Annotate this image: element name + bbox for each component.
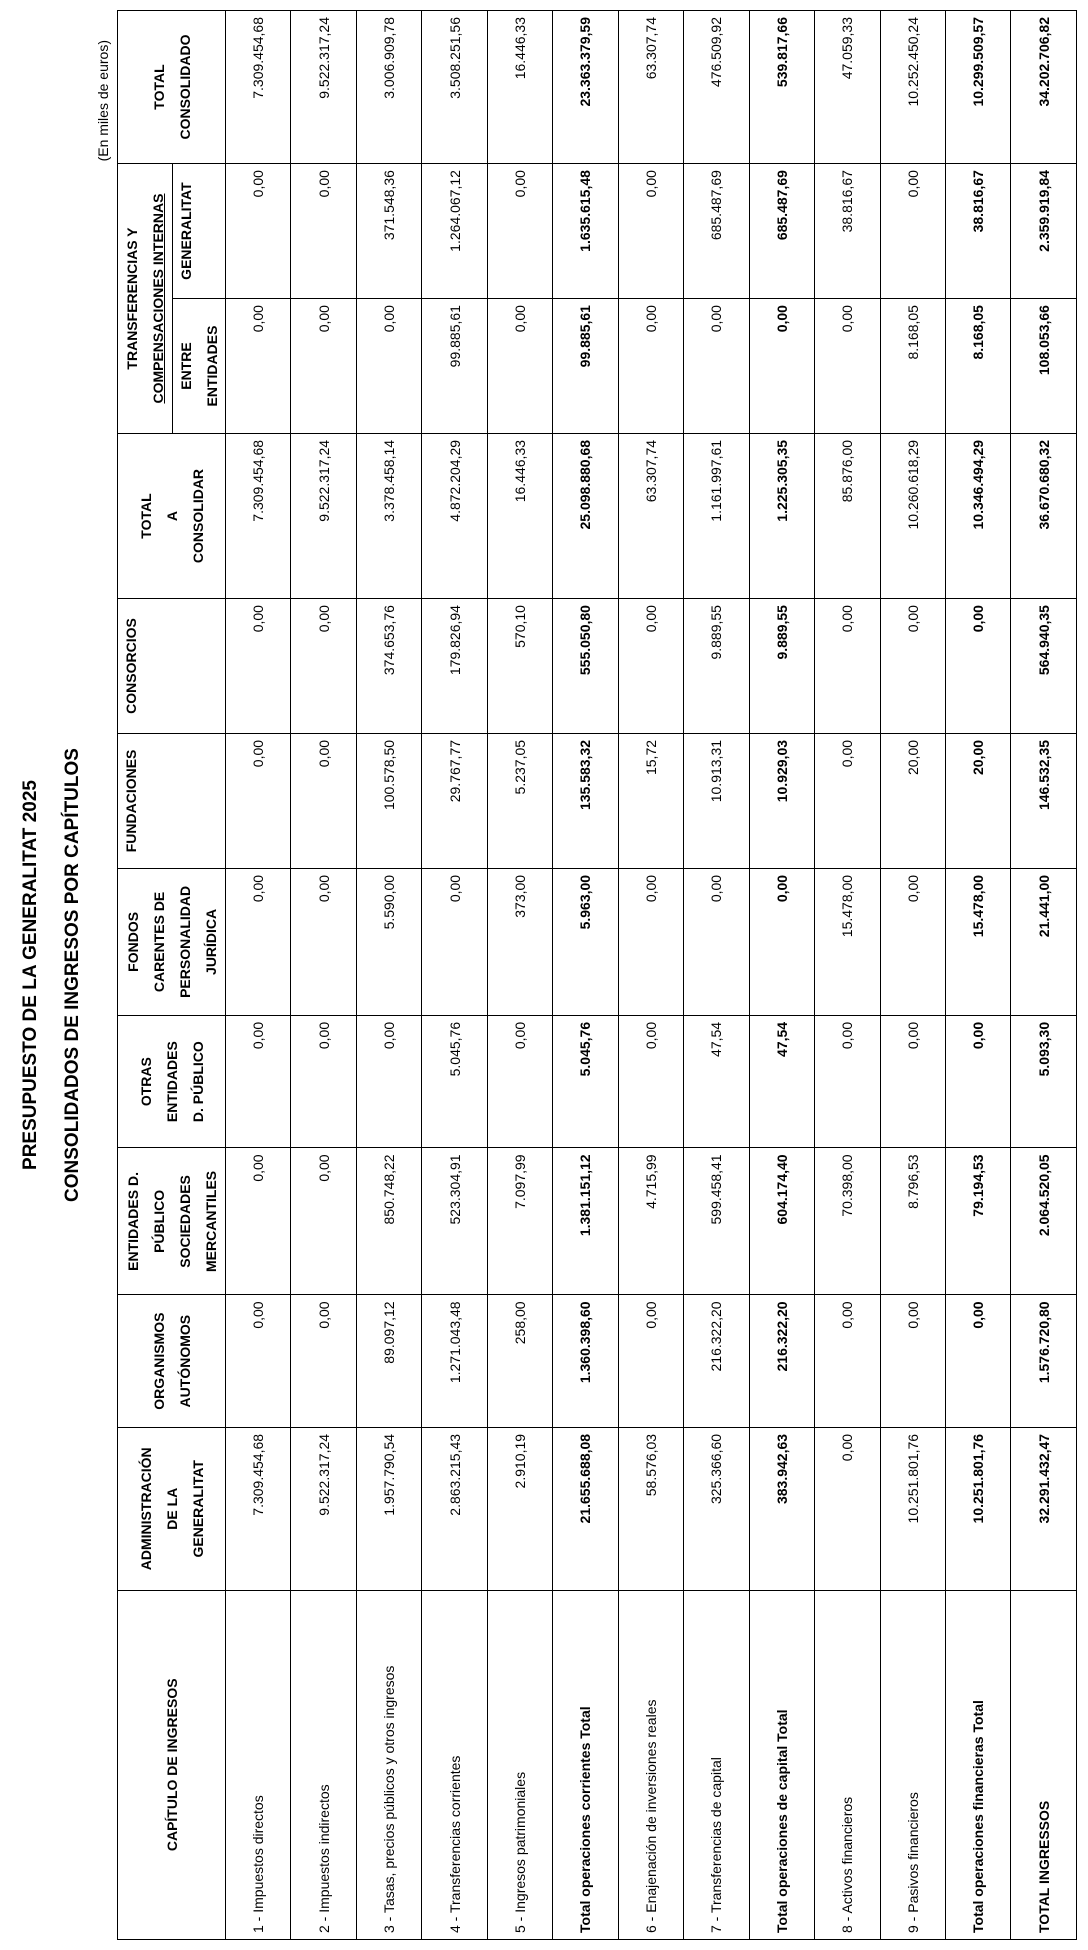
- header-generalitat: GENERALITAT: [173, 164, 226, 299]
- cell-value: 5.045,76: [553, 1015, 618, 1148]
- header-entre-entidades: ENTRE ENTIDADES: [173, 299, 226, 434]
- cell-value: 0,00: [618, 1295, 683, 1428]
- cell-value: 325.366,60: [684, 1427, 749, 1590]
- header-admin: ADMINISTRACIÓN DE LA GENERALITAT: [118, 1427, 226, 1590]
- cell-value: 20,00: [880, 733, 945, 868]
- cell-value: 5.237,05: [487, 733, 552, 868]
- cell-value: 135.583,32: [553, 733, 618, 868]
- cell-value: 555.050,80: [553, 599, 618, 734]
- cell-value: 2.910,19: [487, 1427, 552, 1590]
- cell-value: 10.260.618,29: [880, 433, 945, 598]
- header-chapter: CAPÍTULO DE INGRESOS: [118, 1590, 226, 1939]
- page-title: PRESUPUESTO DE LA GENERALITAT 2025: [20, 780, 41, 1170]
- cell-value: 2.863.215,43: [422, 1427, 487, 1590]
- row-label: 5 - Ingresos patrimoniales: [487, 1590, 552, 1939]
- cell-value: 9.889,55: [749, 599, 814, 734]
- cell-value: 0,00: [291, 1015, 356, 1148]
- cell-value: 10.252.450,24: [880, 11, 945, 164]
- cell-value: 47,54: [684, 1015, 749, 1148]
- cell-value: 34.202.706,82: [1011, 11, 1077, 164]
- cell-value: 47.059,33: [815, 11, 880, 164]
- cell-value: 10.913,31: [684, 733, 749, 868]
- cell-value: 0,00: [880, 599, 945, 734]
- table-body: [226, 11, 1077, 1940]
- table-row: [291, 11, 356, 1940]
- cell-value: 570,10: [487, 599, 552, 734]
- cell-value: 20,00: [945, 733, 1010, 868]
- table-row: [684, 11, 749, 1940]
- cell-value: 383.942,63: [749, 1427, 814, 1590]
- cell-value: 3.006.909,78: [356, 11, 421, 164]
- cell-value: 5.045,76: [422, 1015, 487, 1148]
- cell-value: 0,00: [749, 868, 814, 1015]
- cell-value: 9.522.317,24: [291, 11, 356, 164]
- cell-value: 85.876,00: [815, 433, 880, 598]
- row-label: 4 - Transferencias corrientes: [422, 1590, 487, 1939]
- cell-value: 10.346.494,29: [945, 433, 1010, 598]
- header-entidades: ENTIDADES D. PÚBLICO SOCIEDADES MERCANTILES: [118, 1148, 226, 1295]
- table-row: [815, 11, 880, 1940]
- cell-value: 0,00: [291, 299, 356, 434]
- cell-value: 8.168,05: [945, 299, 1010, 434]
- cell-value: 5.963,00: [553, 868, 618, 1015]
- cell-value: 47,54: [749, 1015, 814, 1148]
- cell-value: 70.398,00: [815, 1148, 880, 1295]
- cell-value: 1.635.615,48: [553, 164, 618, 299]
- cell-value: 25.098.880,68: [553, 433, 618, 598]
- cell-value: 0,00: [226, 1148, 291, 1295]
- cell-value: 0,00: [945, 1295, 1010, 1428]
- header-total-consolidar: TOTAL A CONSOLIDAR: [118, 433, 226, 598]
- total-row: [945, 11, 1010, 1940]
- cell-value: 0,00: [618, 599, 683, 734]
- cell-value: 100.578,50: [356, 733, 421, 868]
- cell-value: 16.446,33: [487, 433, 552, 598]
- cell-value: 0,00: [422, 868, 487, 1015]
- table-row: [618, 11, 683, 1940]
- cell-value: 0,00: [356, 1015, 421, 1148]
- cell-value: 0,00: [880, 164, 945, 299]
- cell-value: 0,00: [945, 1015, 1010, 1148]
- cell-value: 476.509,92: [684, 11, 749, 164]
- cell-value: 36.670.680,32: [1011, 433, 1077, 598]
- cell-value: 0,00: [487, 1015, 552, 1148]
- cell-value: 3.508.251,56: [422, 11, 487, 164]
- cell-value: 99.885,61: [553, 299, 618, 434]
- cell-value: 564.940,35: [1011, 599, 1077, 734]
- cell-value: 0,00: [226, 1295, 291, 1428]
- row-label: 6 - Enajenación de inversiones reales: [618, 1590, 683, 1939]
- cell-value: 685.487,69: [749, 164, 814, 299]
- cell-value: 1.957.790,54: [356, 1427, 421, 1590]
- cell-value: 599.458,41: [684, 1148, 749, 1295]
- cell-value: 10.299.509,57: [945, 11, 1010, 164]
- cell-value: 21.441,00: [1011, 868, 1077, 1015]
- cell-value: 850.748,22: [356, 1148, 421, 1295]
- cell-value: 685.487,69: [684, 164, 749, 299]
- page-subtitle: CONSOLIDADOS DE INGRESOS POR CAPÍTULOS: [62, 748, 83, 1202]
- cell-value: 15.478,00: [815, 868, 880, 1015]
- header-transferencias: TRANSFERENCIAS Y COMPENSACIONES INTERNAS: [118, 164, 173, 434]
- cell-value: 539.817,66: [749, 11, 814, 164]
- cell-value: 38.816,67: [945, 164, 1010, 299]
- cell-value: 1.271.043,48: [422, 1295, 487, 1428]
- cell-value: 63.307,74: [618, 11, 683, 164]
- cell-value: 0,00: [815, 299, 880, 434]
- total-row: [1011, 11, 1077, 1940]
- cell-value: 0,00: [618, 299, 683, 434]
- cell-value: 0,00: [291, 1295, 356, 1428]
- cell-value: 0,00: [880, 1295, 945, 1428]
- cell-value: 0,00: [291, 1148, 356, 1295]
- cell-value: 604.174,40: [749, 1148, 814, 1295]
- cell-value: 10.929,03: [749, 733, 814, 868]
- cell-value: 1.576.720,80: [1011, 1295, 1077, 1428]
- row-label: 7 - Transferencias de capital: [684, 1590, 749, 1939]
- cell-value: 1.161.997,61: [684, 433, 749, 598]
- table-row: [422, 11, 487, 1940]
- row-label: TOTAL INGRESSOS: [1011, 1590, 1077, 1939]
- cell-value: 258,00: [487, 1295, 552, 1428]
- cell-value: 1.264.067,12: [422, 164, 487, 299]
- cell-value: 0,00: [487, 299, 552, 434]
- cell-value: 99.885,61: [422, 299, 487, 434]
- cell-value: 9.889,55: [684, 599, 749, 734]
- cell-value: 216.322,20: [749, 1295, 814, 1428]
- cell-value: 523.304,91: [422, 1148, 487, 1295]
- table-row: [356, 11, 421, 1940]
- cell-value: 0,00: [880, 868, 945, 1015]
- cell-value: 32.291.432,47: [1011, 1427, 1077, 1590]
- cell-value: 10.251.801,76: [945, 1427, 1010, 1590]
- cell-value: 374.653,76: [356, 599, 421, 734]
- cell-value: 0,00: [815, 733, 880, 868]
- total-row: [749, 11, 814, 1940]
- cell-value: 23.363.379,59: [553, 11, 618, 164]
- row-label: 3 - Tasas, precios públicos y otros ingresos: [356, 1590, 421, 1939]
- cell-value: 7.309.454,68: [226, 1427, 291, 1590]
- cell-value: 0,00: [487, 164, 552, 299]
- header-total-consolidado: TOTAL CONSOLIDADO: [118, 11, 226, 164]
- row-label: 9 - Pasivos financieros: [880, 1590, 945, 1939]
- cell-value: 29.767,77: [422, 733, 487, 868]
- cell-value: 21.655.688,08: [553, 1427, 618, 1590]
- cell-value: 0,00: [880, 1015, 945, 1148]
- cell-value: 16.446,33: [487, 11, 552, 164]
- cell-value: 108.053,66: [1011, 299, 1077, 434]
- cell-value: 0,00: [684, 299, 749, 434]
- cell-value: 8.796,53: [880, 1148, 945, 1295]
- cell-value: 0,00: [618, 164, 683, 299]
- row-label: Total operaciones de capital Total: [749, 1590, 814, 1939]
- row-label: 8 - Activos financieros: [815, 1590, 880, 1939]
- cell-value: 0,00: [226, 868, 291, 1015]
- cell-value: 216.322,20: [684, 1295, 749, 1428]
- cell-value: 371.548,36: [356, 164, 421, 299]
- cell-value: 1.360.398,60: [553, 1295, 618, 1428]
- cell-value: 15.478,00: [945, 868, 1010, 1015]
- cell-value: 7.309.454,68: [226, 11, 291, 164]
- row-label: Total operaciones corrientes Total: [553, 1590, 618, 1939]
- cell-value: 2.064.520,05: [1011, 1148, 1077, 1295]
- cell-value: 0,00: [815, 599, 880, 734]
- cell-value: 0,00: [226, 1015, 291, 1148]
- cell-value: 0,00: [226, 599, 291, 734]
- cell-value: 8.168,05: [880, 299, 945, 434]
- header-organismos: ORGANISMOS AUTÓNOMOS: [118, 1295, 226, 1428]
- cell-value: 0,00: [291, 733, 356, 868]
- cell-value: 89.097,12: [356, 1295, 421, 1428]
- cell-value: 0,00: [684, 868, 749, 1015]
- cell-value: 4.872.204,29: [422, 433, 487, 598]
- cell-value: 1.225.305,35: [749, 433, 814, 598]
- cell-value: 5.093,30: [1011, 1015, 1077, 1148]
- header-consorcios: CONSORCIOS: [118, 599, 226, 734]
- cell-value: 0,00: [226, 164, 291, 299]
- cell-value: 179.826,94: [422, 599, 487, 734]
- cell-value: 373,00: [487, 868, 552, 1015]
- cell-value: 38.816,67: [815, 164, 880, 299]
- cell-value: 0,00: [618, 868, 683, 1015]
- header-otras: OTRAS ENTIDADES D. PÚBLICO: [118, 1015, 226, 1148]
- cell-value: 0,00: [815, 1015, 880, 1148]
- cell-value: 9.522.317,24: [291, 1427, 356, 1590]
- cell-value: 0,00: [226, 733, 291, 868]
- cell-value: 58.576,03: [618, 1427, 683, 1590]
- table-row: [880, 11, 945, 1940]
- cell-value: 4.715,99: [618, 1148, 683, 1295]
- cell-value: 0,00: [815, 1427, 880, 1590]
- units-note: (En miles de euros): [95, 40, 111, 162]
- cell-value: 3.378.458,14: [356, 433, 421, 598]
- cell-value: 63.307,74: [618, 433, 683, 598]
- cell-value: 15,72: [618, 733, 683, 868]
- cell-value: 2.359.919,84: [1011, 164, 1077, 299]
- cell-value: 0,00: [618, 1015, 683, 1148]
- cell-value: 7.309.454,68: [226, 433, 291, 598]
- cell-value: 9.522.317,24: [291, 433, 356, 598]
- cell-value: 146.532,35: [1011, 733, 1077, 868]
- budget-table: [117, 10, 1077, 1940]
- cell-value: 0,00: [749, 299, 814, 434]
- header-fondos: FONDOS CARENTES DE PERSONALIDAD JURÍDICA: [118, 868, 226, 1015]
- cell-value: 0,00: [945, 599, 1010, 734]
- row-label: 2 - Impuestos indirectos: [291, 1590, 356, 1939]
- row-label: 1 - Impuestos directos: [226, 1590, 291, 1939]
- cell-value: 0,00: [291, 164, 356, 299]
- header-fundaciones: FUNDACIONES: [118, 733, 226, 868]
- cell-value: 79.194,53: [945, 1148, 1010, 1295]
- cell-value: 0,00: [291, 599, 356, 734]
- table-row: [226, 11, 291, 1940]
- cell-value: 5.590,00: [356, 868, 421, 1015]
- cell-value: 0,00: [226, 299, 291, 434]
- row-label: Total operaciones financieras Total: [945, 1590, 1010, 1939]
- table-row: [487, 11, 552, 1940]
- cell-value: 7.097,99: [487, 1148, 552, 1295]
- cell-value: 10.251.801,76: [880, 1427, 945, 1590]
- cell-value: 0,00: [356, 299, 421, 434]
- total-row: [553, 11, 618, 1940]
- cell-value: 0,00: [291, 868, 356, 1015]
- cell-value: 1.381.151,12: [553, 1148, 618, 1295]
- cell-value: 0,00: [815, 1295, 880, 1428]
